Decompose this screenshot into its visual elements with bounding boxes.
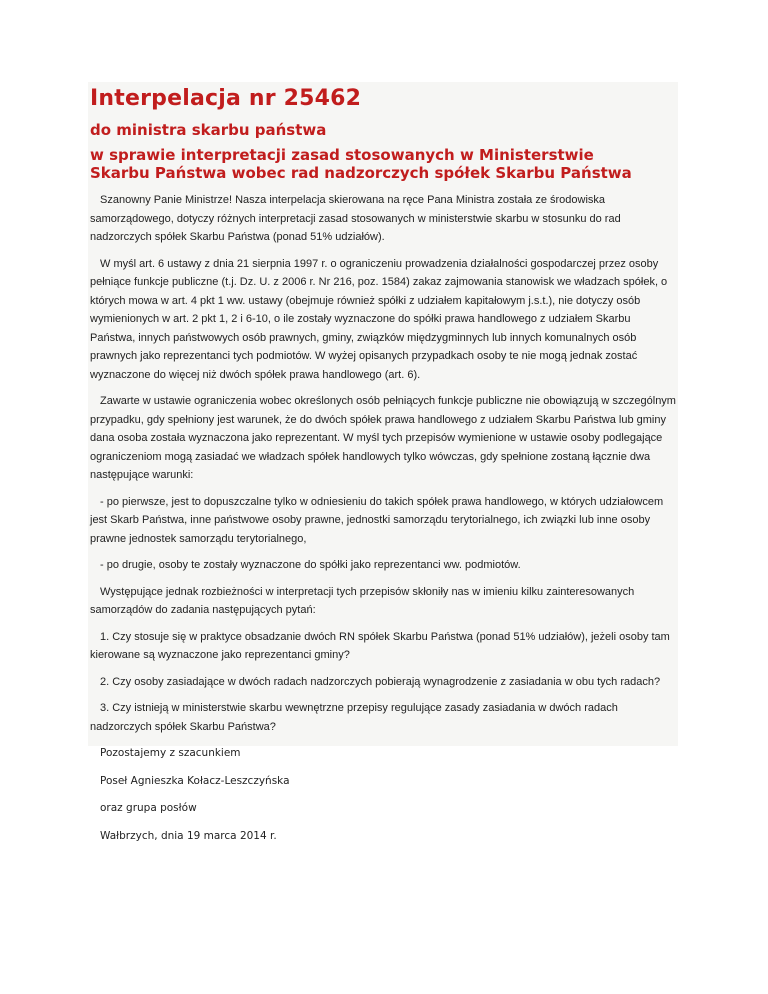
signature-author: Poseł Agnieszka Kołacz-Leszczyńska [100, 774, 290, 787]
paragraph-restrictions: Zawarte w ustawie ograniczenia wobec określonych osób pełniących funkcje publiczne nie obowiązują w szczególnym przypadku, gdy spełniony jest warunek, że do dwóch spółek prawa handlowego z udziałem Skarbu Państwa lub gminy dana osoba została wyznaczona jako reprezentant. W myśl tych przepisów wymienione w ustawie osoby podlegające ograniczeniom mogą zasiadać we władzach spółek handlowych tylko wówczas, gdy spełnione zostaną łącznie dwa następujące warunki: [90, 395, 676, 481]
subject-heading: w sprawie interpretacji zasad stosowanych w Ministerstwie Skarbu Państwa wobec rad nadzorczych spółek Skarbu Państwa [90, 146, 632, 182]
question-3: 3. Czy istnieją w ministerstwie skarbu wewnętrzne przepisy regulujące zasady zasiadania w dwóch radach nadzorczych spółek Skarbu Państwa? [90, 702, 618, 733]
interpellation-body [90, 191, 678, 845]
paragraph-condition-two: - po drugie, osoby te zostały wyznaczone do spółki jako reprezentanci ww. podmiotów. [100, 559, 521, 571]
signature-closing: Pozostajemy z szacunkiem [100, 747, 241, 759]
signature-place-date: Wałbrzych, dnia 19 marca 2014 r. [100, 829, 277, 842]
paragraph-condition-one: - po pierwsze, jest to dopuszczalne tylko w odniesieniu do takich spółek prawa handlowego, w których udziałowcem jest Skarb Państwa, inne państwowe osoby prawne, jednostki samorządu terytorialnego, ich związki lub inne osoby prawne jednostek samorządu terytorialnego, [90, 495, 664, 545]
paragraph-legal-basis: W myśl art. 6 ustawy z dnia 21 sierpnia 1997 r. o ograniczeniu prowadzenia działalności gospodarczej przez osoby pełniące funkcje publiczne (t.j. Dz. U. z 2006 r. Nr 216, poz. 1584) zakaz zajmowania stanowisk we władzach spółek, o których mowa w art. 4 pkt 1 ww. ustawy (obejmuje również spółki z udziałem kapitałowym j.s.t.), nie dotyczy osób wymienionych w art. 2 pkt 1, 2 i 6-10, o ile zostały wyznaczone do spółki prawa handlowego z udziałem Skarbu Państwa, innych państwowych osób prawnych, gminy, związków międzygminnych lub innych komunalnych osób prawnych jako reprezentanci tych podmiotów. W wyżej opisanych przypadkach osoby te nie mogą jednak zostać wyznaczone do więcej niż dwóch spółek prawa handlowego (art. 6). [90, 257, 668, 381]
paragraph-greeting: Szanowny Panie Ministrze! Nasza interpelacja skierowana na ręce Pana Ministra została ze środowiska samorządowego, dotyczy różnych interpretacji zasad stosowanych w ministerstwie skarbu w stosunku do rad nadzorczych spółek Skarbu Państwa (ponad 51% udziałów). [90, 194, 621, 243]
interpellation-panel [88, 82, 678, 842]
addressee-heading: do ministra skarbu państwa [90, 121, 327, 139]
question-1: 1. Czy stosuje się w praktyce obsadzanie dwóch RN spółek Skarbu Państwa (ponad 51% udziałów), jeżeli osoby tam kierowane są wyznaczone jako reprezentanci gminy? [90, 630, 670, 661]
page-title: Interpelacja nr 25462 [90, 86, 362, 111]
paragraph-discrepancies: Występujące jednak rozbieżności w interpretacji tych przepisów skłoniły nas w imieniu kilku zainteresowanych samorządów do zadania następujących pytań: [90, 585, 635, 616]
signature-group: oraz grupa posłów [100, 802, 197, 814]
question-2: 2. Czy osoby zasiadające w dwóch radach nadzorczych pobierają wynagrodzenie z zasiadania w obu tych radach? [100, 675, 661, 688]
